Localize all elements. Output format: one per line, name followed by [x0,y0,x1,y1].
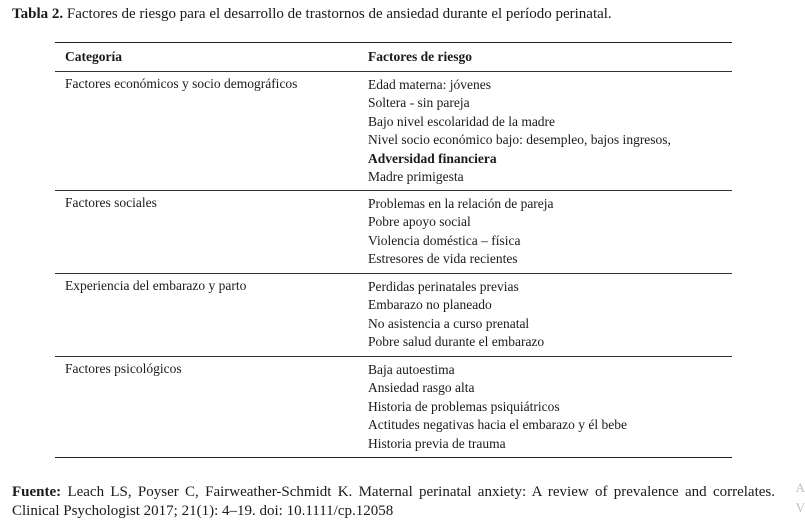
table-row [55,72,732,190]
source-label: Fuente: [12,484,62,500]
caption-label: Tabla 2. [12,6,64,22]
factor-item: Pobre salud durante el embarazo [368,334,545,350]
row-category: Experiencia del embarazo y parto [65,278,247,293]
edge-mark-v: V [795,500,805,515]
factor-item: Embarazo no planeado [368,297,492,313]
factor-item: Madre primigesta [368,169,464,185]
factor-item: Edad materna: jóvenes [368,77,491,92]
risk-factors-table [55,42,732,458]
row-factor-list [368,76,671,186]
factor-item: Problemas en la relación de pareja [368,196,554,211]
factor-item: Historia de problemas psiquiátricos [368,398,560,414]
row-factor-list [368,361,627,453]
factor-item: Nivel socio económico bajo: desempleo, bajos ingresos, [368,132,671,148]
row-category: Factores psicológicos [65,361,182,376]
factor-item: Baja autoestima [368,362,455,377]
factor-item: Soltera - sin pareja [368,95,470,111]
factor-item: Perdidas perinatales previas [368,279,519,294]
table-row [55,357,732,457]
factor-item: Pobre apoyo social [368,214,471,230]
factor-item: No asistencia a curso prenatal [368,315,530,331]
table-caption [12,6,612,23]
source-text: Leach LS, Poyser C, Fairweather-Schmidt K. Maternal perinatal anxiety: A review of prevalence and correlates. Clinical Psychologist 2017; 21(1): 4–19. doi: 10.1111/cp.12058 [12,484,775,519]
header-category: Categoría [65,49,122,64]
caption-text: Factores de riesgo para el desarrollo de trastornos de ansiedad durante el período perinatal. [63,6,612,22]
source-citation [12,483,775,520]
table-header-row [55,43,732,71]
factor-item: Bajo nivel escolaridad de la madre [368,113,556,129]
header-factors: Factores de riesgo [368,49,472,64]
edge-mark-a: A [795,480,805,495]
factor-item: Adversidad financiera [368,150,497,166]
factor-item: Violencia doméstica – física [368,232,521,248]
factor-item: Ansiedad rasgo alta [368,380,475,396]
table-row [55,191,732,273]
table-row [55,274,732,356]
factor-item: Actitudes negativas hacia el embarazo y él bebe [368,417,628,433]
row-category: Factores sociales [65,195,157,210]
factor-item: Estresores de vida recientes [368,251,518,267]
factor-item: Historia previa de trauma [368,435,506,451]
row-category: Factores económicos y socio demográficos [65,76,298,91]
table-bottom-rule [55,457,732,458]
row-factor-list [368,195,554,269]
row-factor-list [368,278,544,352]
